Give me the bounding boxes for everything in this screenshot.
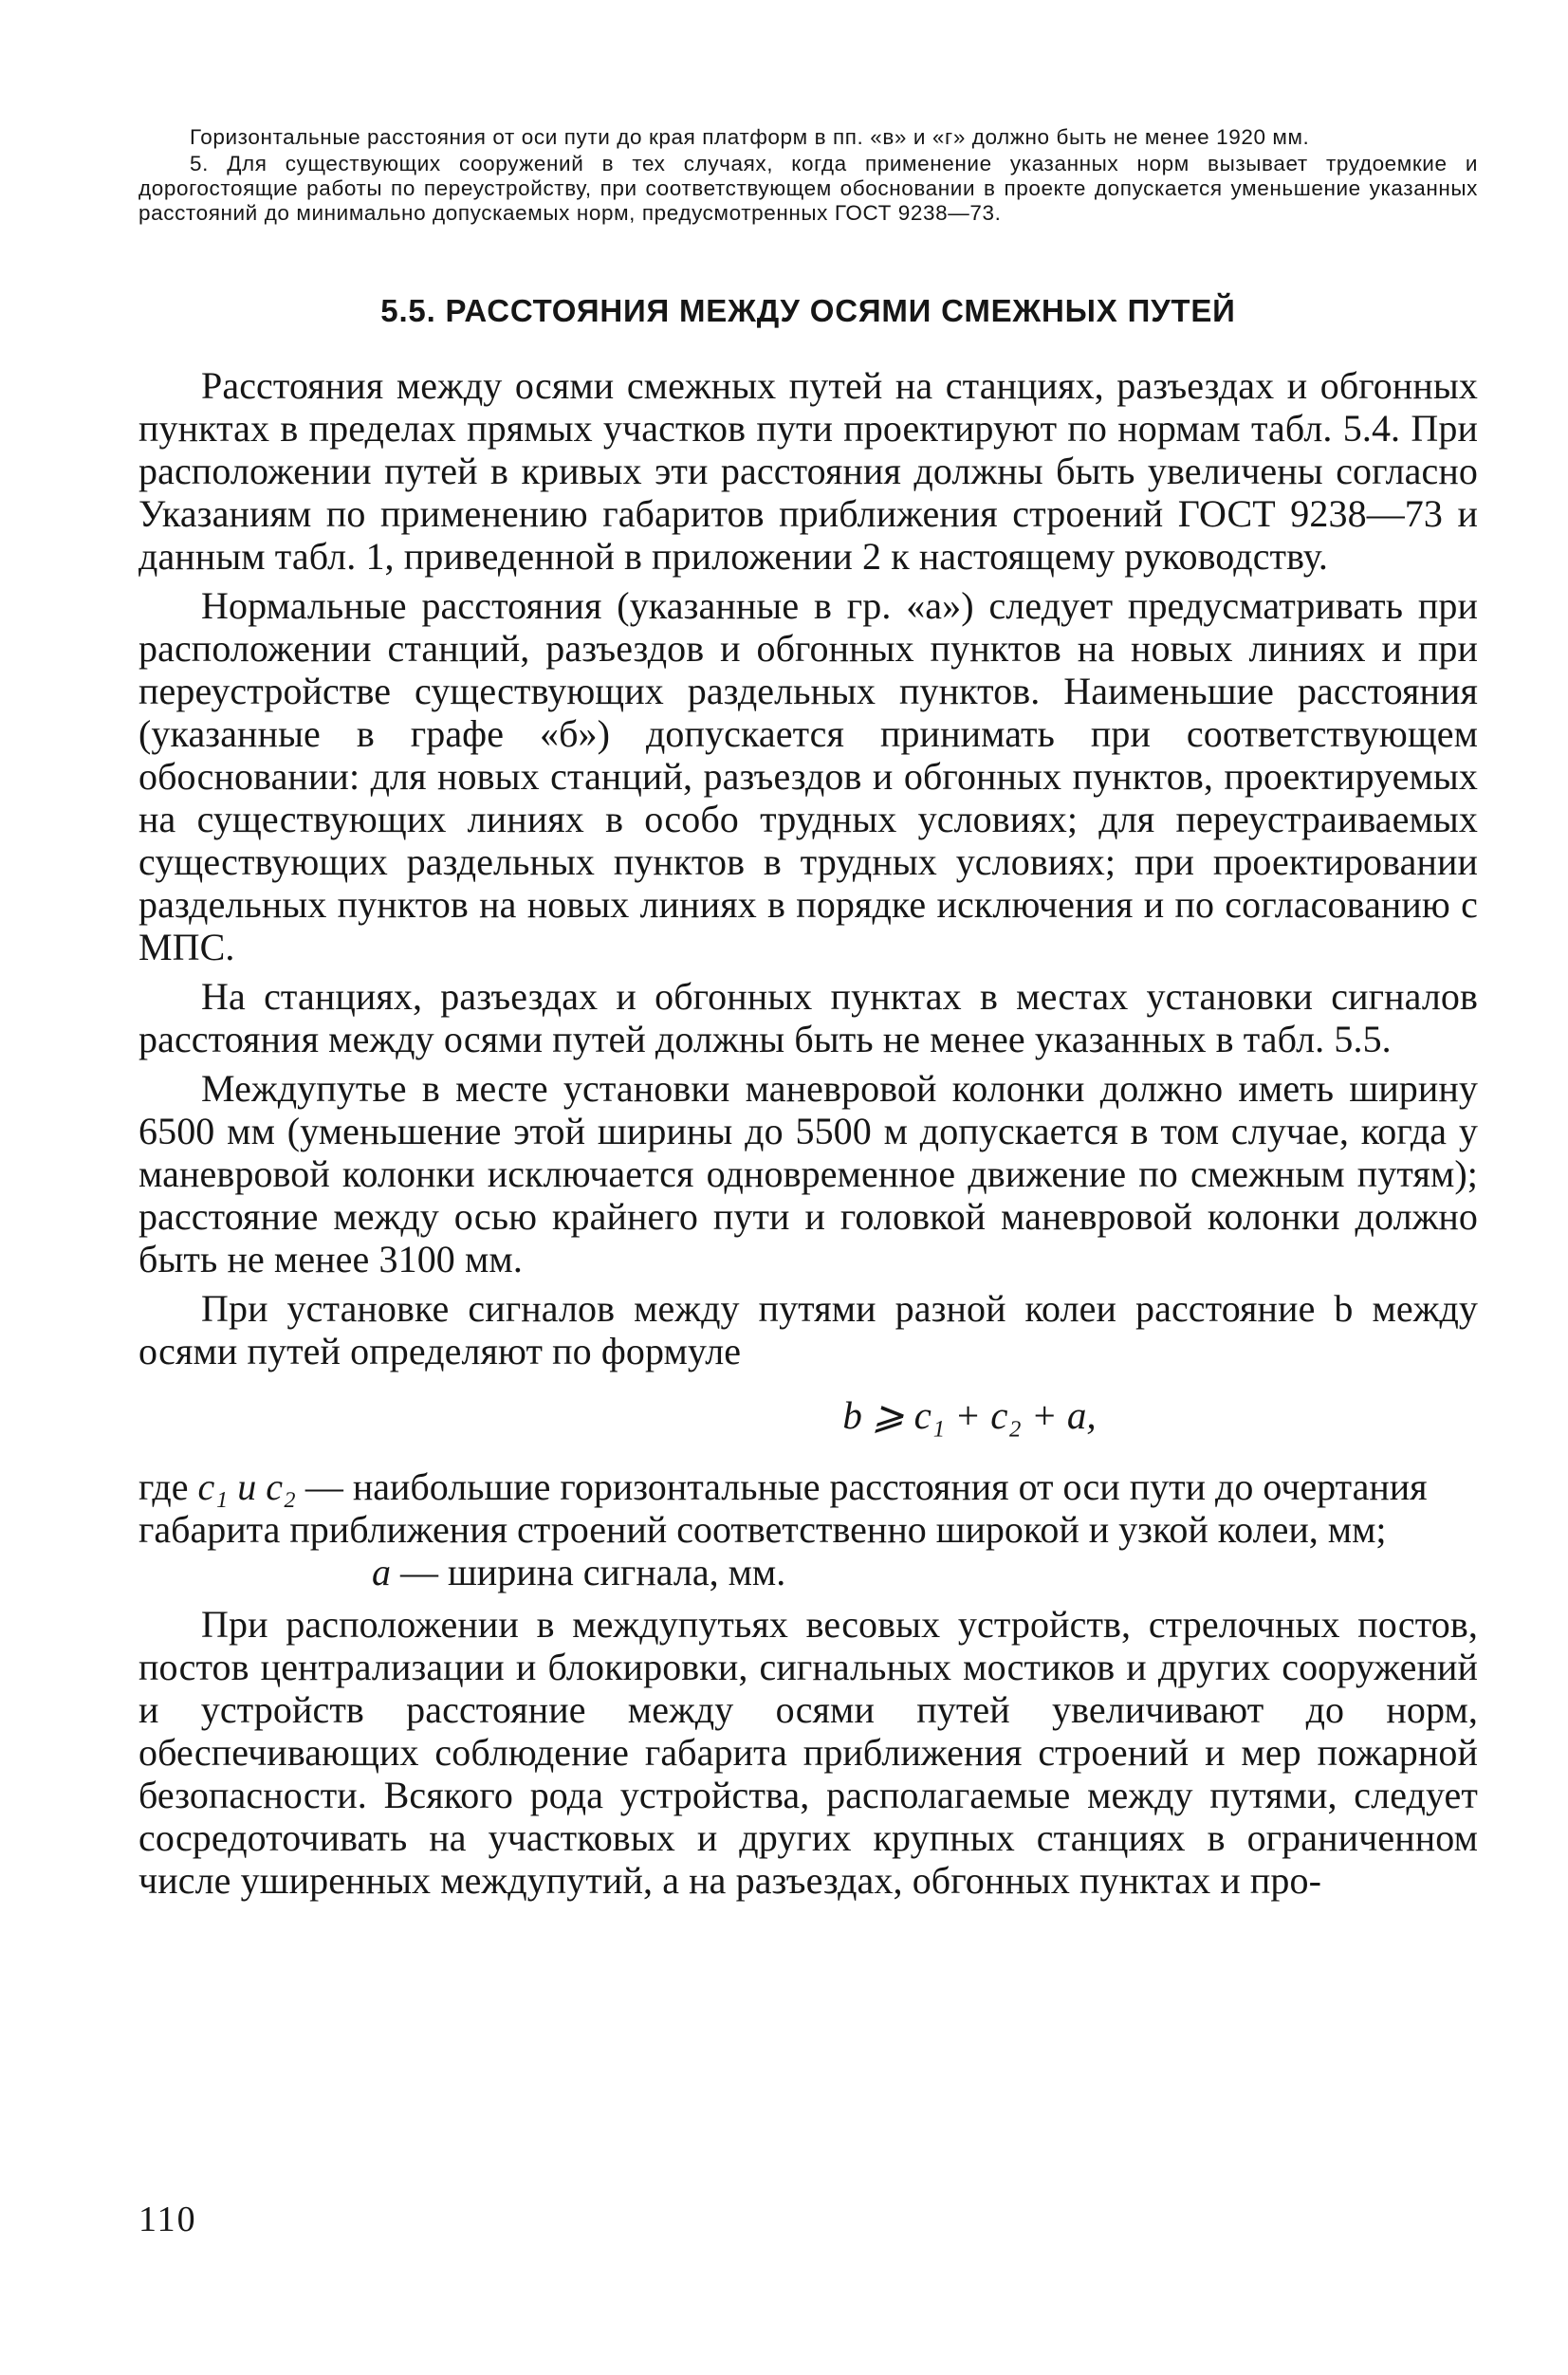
page-number: 110: [138, 2200, 197, 2239]
where-def-1: наибольшие горизонтальные расстояния от оси пути до очертания габарита приближения строений соответственно широкой и узкой колеи, мм;: [138, 1465, 1428, 1551]
note-platform-distance: Горизонтальные расстояния от оси пути до края платформ в пп. «в» и «г» должно быть не менее 1920 мм.: [190, 125, 1310, 149]
note-existing-structures: 5. Для существующих сооружений в тех случаях, когда применение указанных норм вызывает трудоемкие и дорогостоящие работы по переустройству, при соответствующем обосновании в проекте допускается уменьшение указанных расстояний до минимально допускаемых норм, предусмотренных ГОСТ 9238—73.: [138, 152, 1478, 225]
paragraph-2: Нормальные расстояния (указанные в гр. «а») следует предусматривать при расположении станций, разъездов и обгонных пунктов на новых линиях и при переустройстве существующих раздельных пунктов. Наименьшие расстояния (указанные в графе «б») допускается принимать при соответствующем обосновании: для новых станций, разъездов и обгонных пунктов, проектируемых на существующих линиях в особо трудных условиях; для переустраиваемых существующих раздельных пунктов в трудных условиях; при проектировании раздельных пунктов на новых линиях в порядке исключения и по согласованию с МПС.: [138, 584, 1478, 968]
section-title: 5.5. РАССТОЯНИЯ МЕЖДУ ОСЯМИ СМЕЖНЫХ ПУТЕЙ: [380, 293, 1236, 328]
paragraph-3: На станциях, разъездах и обгонных пунктах в местах установки сигналов расстояния между осями путей должны быть не менее указанных в табл. 5.5.: [138, 975, 1478, 1060]
paragraph-1: Расстояния между осями смежных путей на станциях, разъездах и обгонных пунктах в пределах прямых участков пути проектируют по нормам табл. 5.4. При расположении путей в кривых эти расстояния должны быть увеличены согласно Указаниям по применению габаритов приближения строений ГОСТ 9238—73 и данным табл. 1, приведенной в приложении 2 к настоящему руководству.: [138, 364, 1478, 578]
where-dash-2: —: [391, 1551, 448, 1593]
page-content: [138, 125, 1478, 1908]
where-line-1: [138, 1465, 1478, 1551]
paragraph-6: При расположении в междупутьях весовых устройств, стрелочных постов, постов централизации и блокировки, сигнальных мостиков и других сооружений и устройств расстояние между осями путей увеличивают до норм, обеспечивающих соблюдение габарита приближения строений и мер пожарной безопасности. Всякого рода устройства, располагаемые между путями, следует сосредоточивать на участковых и других крупных станциях в ограниченном числе уширенных междупутий, а на разъездах, обгонных пунктах и про-: [138, 1603, 1478, 1902]
where-line-2: [138, 1551, 1478, 1593]
paragraph-4: Междупутье в месте установки маневровой колонки должно иметь ширину 6500 мм (уменьшение этой ширины до 5500 м допускается в том случае, когда у маневровой колонки исключается одновременное движение по смежным путям); расстояние между осью крайнего пути и головкой маневровой колонки должно быть не менее 3100 мм.: [138, 1067, 1478, 1280]
where-term-c1-c2: c₁ и c₂: [197, 1465, 296, 1508]
where-dash-1: —: [295, 1465, 353, 1508]
where-block: [138, 1465, 1478, 1593]
formula: b ⩾ c₁ + c₂ + a,: [842, 1393, 1097, 1437]
where-lead: где: [138, 1465, 189, 1508]
where-term-a: a: [372, 1551, 391, 1593]
paragraph-5: При установке сигналов между путями разной колеи расстояние b между осями путей определяют по формуле: [138, 1287, 1478, 1372]
where-def-2: ширина сигнала, мм.: [448, 1551, 786, 1593]
